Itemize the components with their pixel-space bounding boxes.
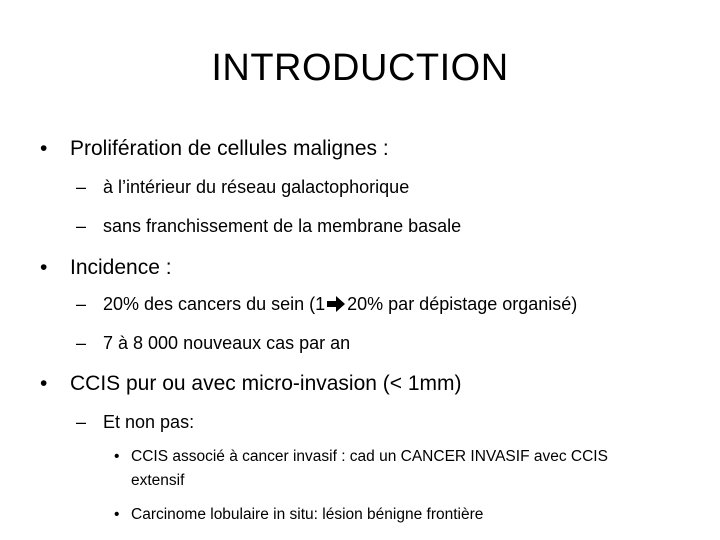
slide-title: INTRODUCTION <box>211 47 509 89</box>
dash-icon: – <box>76 333 87 353</box>
dash-icon: – <box>76 294 87 314</box>
sub-sub-bullet-ccis-associe-line1: CCIS associé à cancer invasif : cad un CANCER INVASIF avec CCIS <box>131 448 608 465</box>
pourcentage-text-after: 20% par dépistage organisé) <box>347 294 578 314</box>
sub-sub-bullet-carcinome-lobulaire: Carcinome lobulaire in situ: lésion bénigne frontière <box>131 506 484 523</box>
bullet-ccis: CCIS pur ou avec micro-invasion (< 1mm) <box>70 372 462 395</box>
bullet-icon: • <box>40 137 48 160</box>
dash-icon: – <box>76 177 87 197</box>
bullet-icon: • <box>40 256 48 279</box>
dash-icon: – <box>76 216 87 236</box>
bullet-icon: • <box>114 448 120 465</box>
dash-icon: – <box>76 412 87 432</box>
sub-bullet-membrane: sans franchissement de la membrane basale <box>103 216 462 236</box>
bullet-icon: • <box>114 506 120 523</box>
sub-bullet-et-non-pas: Et non pas: <box>103 412 195 432</box>
sub-bullet-reseau: à l’intérieur du réseau galactophorique <box>103 177 410 197</box>
sub-bullet-pourcentage <box>103 292 577 316</box>
sub-bullet-nouveaux-cas: 7 à 8 000 nouveaux cas par an <box>103 333 351 353</box>
bullet-incidence: Incidence : <box>70 256 172 279</box>
bullet-proliferation: Prolifération de cellules malignes : <box>70 137 389 160</box>
sub-sub-bullet-ccis-associe-line2: extensif <box>131 472 185 489</box>
pourcentage-text-before: 20% des cancers du sein (1 <box>103 294 326 314</box>
bullet-icon: • <box>40 372 48 395</box>
right-arrow-icon <box>326 295 346 313</box>
